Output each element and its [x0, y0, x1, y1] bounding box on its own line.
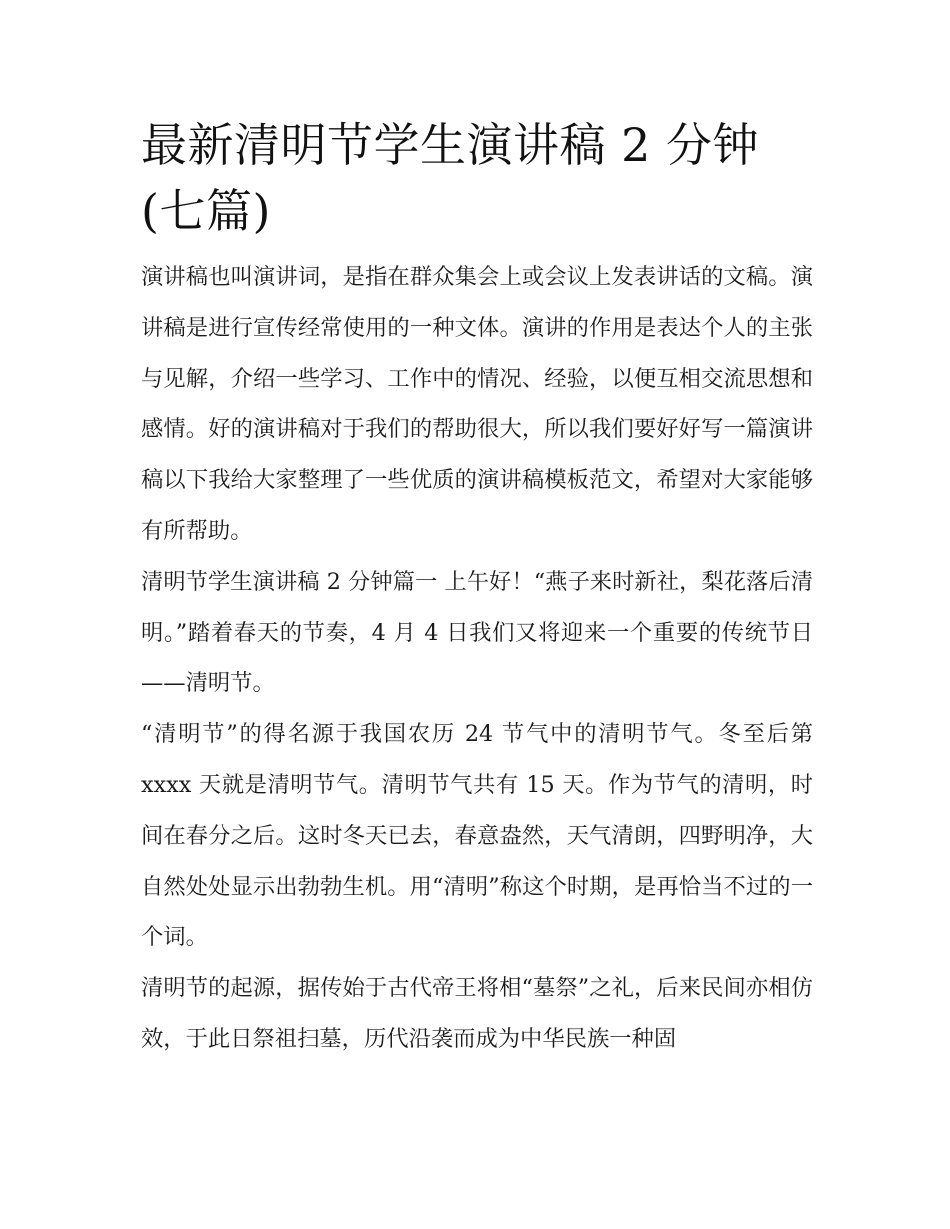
document-title: 最新清明节学生演讲稿 2 分钟(七篇) — [141, 118, 760, 238]
paragraph-intro: 演讲稿也叫演讲词，是指在群众集会上或会议上发表讲话的文稿。演讲稿是进行宣传经常使用的一种文体。演讲的作用是表达个人的主张与见解，介绍一些学习、工作中的情况、经验，以便互相交流思想和感情。好的演讲稿对于我们的帮助很大，所以我们要好好写一篇演讲稿以下我给大家整理了一些优质的演讲稿模板范文，希望对大家能够有所帮助。 — [141, 264, 813, 544]
document-body — [141, 112, 813, 1065]
paragraph-speech-opening: 清明节学生演讲稿 2 分钟篇一 上午好！“燕子来时新社，梨花落后清明。”踏着春天的节奏，4 月 4 日我们又将迎来一个重要的传统节日——清明节。 — [141, 568, 813, 697]
paragraph-festival-origin: 清明节的起源，据传始于古代帝王将相“墓祭”之礼，后来民间亦相仿效，于此日祭祖扫墓，历代沿袭而成为中华民族一种固 — [141, 975, 813, 1052]
paragraph-name-origin: “清明节”的得名源于我国农历 24 节气中的清明节气。冬至后第 xxxx 天就是清明节气。清明节气共有 15 天。作为节气的清明，时间在春分之后。这时冬天已去，春意盎然，天气清朗，四野明净，大自然处处显示出勃勃生机。用“清明”称这个时期，是再恰当不过的一个词。 — [141, 721, 813, 951]
